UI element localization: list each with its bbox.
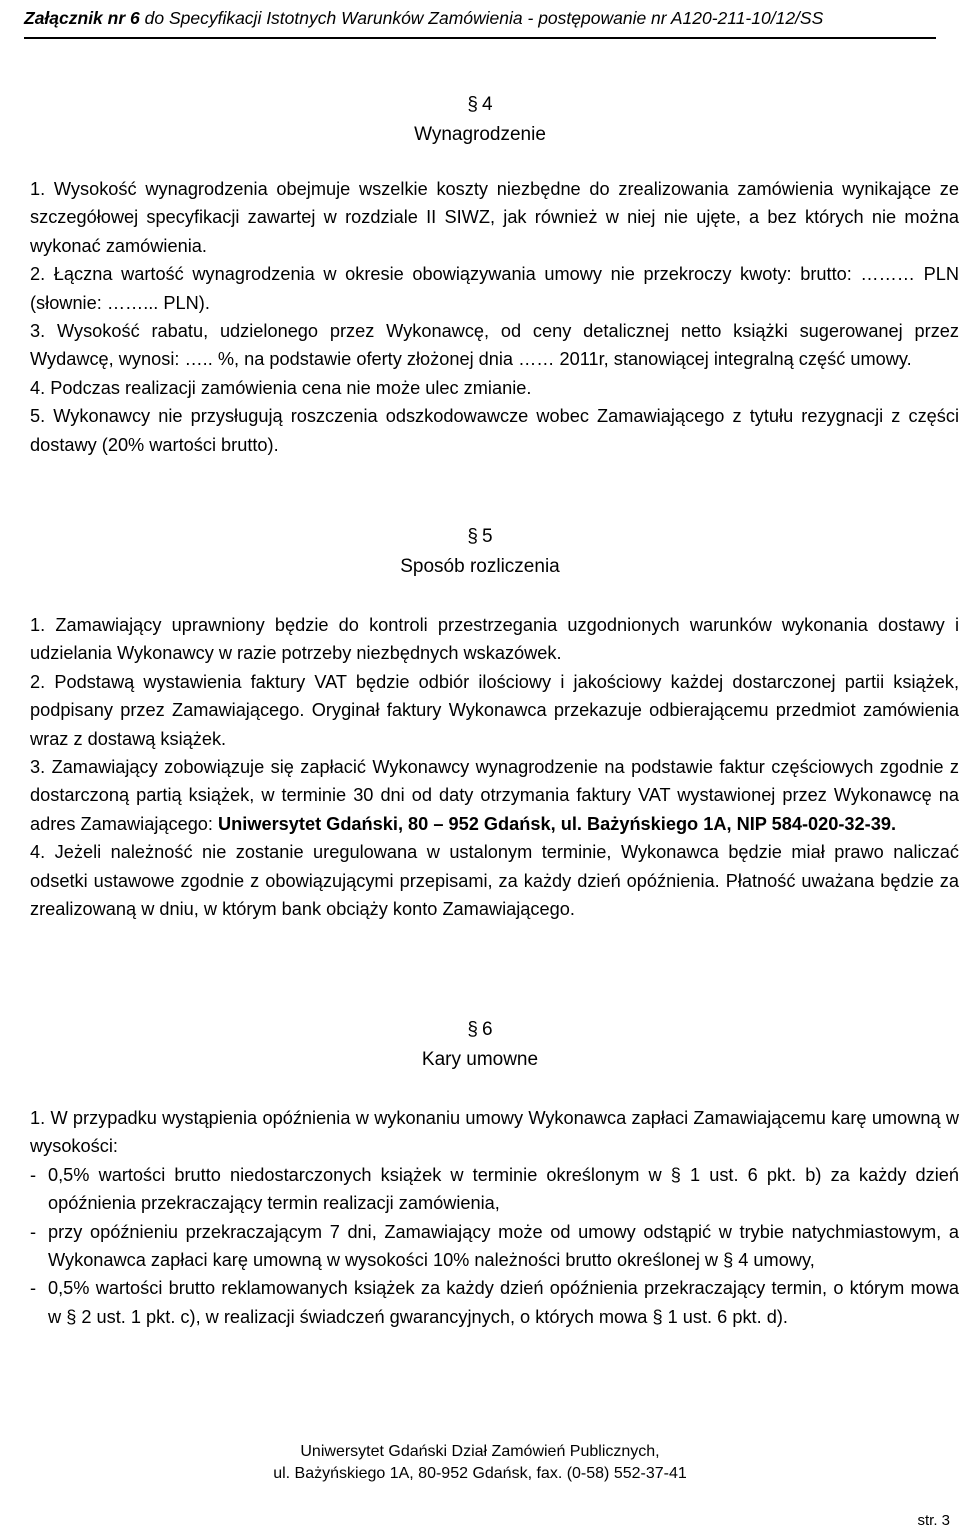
dash-marker: - (30, 1164, 37, 1185)
list-item: 3. Wysokość rabatu, udzielonego przez Wykonawcę, od ceny detalicznej netto książki sugerowanej przez Wydawcę, wynosi: ….. %, na podstawie oferty złożonej dnia …… 2011r, stanowiącej integralną część umowy. (30, 321, 959, 370)
list-item: 2. Łączna wartość wynagrodzenia w okresie obowiązywania umowy nie przekroczy kwoty: brutto: ……… PLN (słownie: ……... PLN). (30, 264, 959, 313)
list-item (30, 753, 959, 838)
document-header (24, 8, 936, 29)
section-4-body (30, 175, 959, 459)
footer-line-2: ul. Bażyńskiego 1A, 80-952 Gdańsk, fax. (0-58) 552-37-41 (273, 1465, 687, 1482)
dash-marker: - (30, 1278, 37, 1299)
section-number: 5 (482, 526, 493, 547)
dash-item (30, 1218, 959, 1275)
list-item: 4. Podczas realizacji zamówienia cena nie może ulec zmianie. (30, 377, 532, 398)
dash-item-text: 0,5% wartości brutto niedostarczonych książek w terminie określonym w § 1 ust. 6 pkt. b) za każdy dzień opóźnienia przekraczający termin realizacji zamówienia, (48, 1164, 959, 1214)
address-bold: Uniwersytet Gdański, 80 – 952 Gdańsk, ul. Bażyńskiego 1A, NIP 584-020-32-39. (218, 813, 896, 834)
section-title: Wynagrodzenie (414, 124, 546, 145)
section-title: Kary umowne (421, 1049, 539, 1070)
list-item: 2. Podstawą wystawienia faktury VAT będzie odbiór ilościowy i jakościowy każdej dostarczonej partii książek, podpisany przez Zamawiającego. Oryginał faktury Wykonawca przekazuje odbierającemu przedmiot zamówienia wraz z dostawą książek. (30, 671, 959, 749)
header-title: do Specyfikacji Istotnych Warunków Zamówienia - postępowanie nr A120-211-10/12/SS (139, 8, 824, 28)
header-attachment-label: Załącznik nr 6 (24, 8, 140, 28)
section-title: Sposób rozliczenia (400, 556, 560, 577)
list-item: 1. Zamawiający uprawniony będzie do kontroli przestrzegania uzgodnionych warunków wykonania dostawy i udzielania Wykonawcy w razie potrzeby niezbędnych wskazówek. (30, 615, 959, 664)
dash-marker: - (30, 1221, 37, 1242)
section-6-heading (0, 1015, 960, 1075)
section-5-body (30, 611, 959, 923)
paragraph-sign: § (467, 526, 478, 547)
page-number: str. 3 (917, 1512, 950, 1529)
list-item: 1. W przypadku wystąpienia opóźnienia w wykonaniu umowy Wykonawca zapłaci Zamawiającemu karę umowną w wysokości: (30, 1108, 959, 1157)
dash-item (30, 1161, 959, 1218)
dash-item-text: 0,5% wartości brutto reklamowanych książek za każdy dzień opóźnienia przekraczający termin, o którym mowa w § 2 ust. 1 pkt. c), w realizacji świadczeń gwarancyjnych, o których mowa § 1 ust. 6 pkt. d). (48, 1278, 959, 1327)
dash-item-text: przy opóźnieniu przekraczającym 7 dni, Zamawiający może od umowy odstąpić w trybie natychmiastowym, a Wykonawca zapłaci karę umowną w wysokości 10% należności brutto określonej w § 4 umowy, (48, 1221, 959, 1271)
section-4-heading (0, 90, 960, 150)
section-number: 4 (482, 94, 493, 115)
header-divider (24, 37, 936, 39)
list-item: 4. Jeżeli należność nie zostanie uregulowana w ustalonym terminie, Wykonawca będzie miał prawo naliczać odsetki ustawowe zgodnie z obowiązującymi przepisami, za każdy dzień opóźnienia. Płatność uważana będzie za zrealizowaną w dniu, w którym bank obciąży konto Zamawiającego. (30, 842, 959, 920)
list-item-text: 3. Zamawiający zobowiązuje się zapłacić Wykonawcy wynagrodzenie na podstawie faktur częściowych zgodnie z dostarczoną partią książek, w terminie 30 dni od daty otrzymania faktury VAT wystawionej przez Wykonawcę na adres Zamawiającego: (30, 757, 959, 834)
section-number: 6 (482, 1019, 493, 1040)
paragraph-sign: § (467, 94, 478, 115)
list-item: 1. Wysokość wynagrodzenia obejmuje wszelkie koszty niezbędne do zrealizowania zamówienia wynikające ze szczegółowej specyfikacji zawartej w rozdziale II SIWZ, jak również w niej nie ujęte, a bez których nie można wykonać zamówienia. (30, 179, 959, 256)
section-6-body (30, 1104, 959, 1331)
section-5-heading (0, 522, 960, 582)
list-item: 5. Wykonawcy nie przysługują roszczenia odszkodowawcze wobec Zamawiającego z tytułu rezygnacji z części dostawy (20% wartości brutto). (30, 406, 959, 455)
dash-item (30, 1274, 959, 1331)
paragraph-sign: § (467, 1019, 478, 1040)
footer-line-1: Uniwersytet Gdański Dział Zamówień Publicznych, (300, 1443, 660, 1460)
